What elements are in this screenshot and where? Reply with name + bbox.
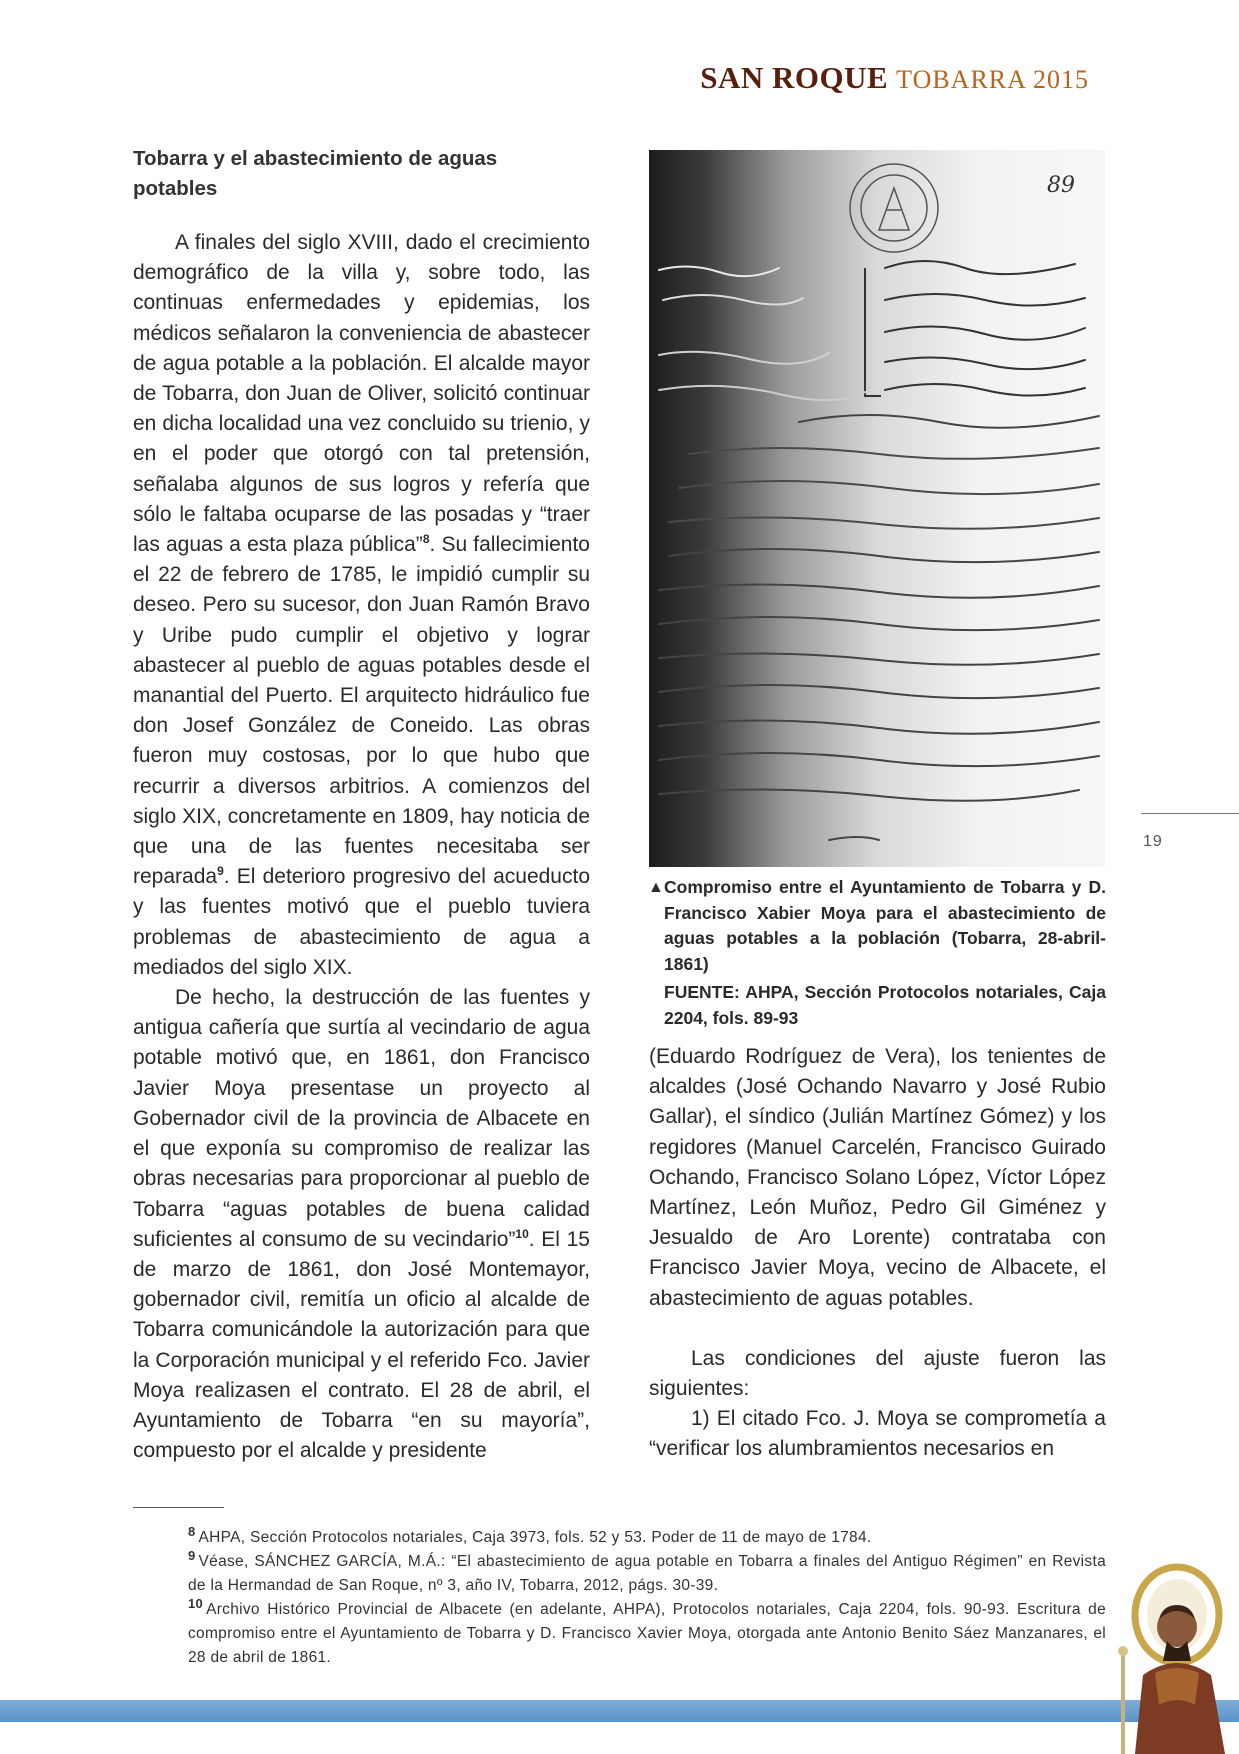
paragraph-2-text-b: . El 15 de marzo de 1861, don José Montemayor, gobernador civil, remitía un oficio al alcalde de Tobarra comunicándole la autorización para que la Corporación municipal y el referido Fco. Javier Moya realizasen el contrato. El 28 de abril, el Ayuntamiento de Tobarra “en su mayoría”, compuesto por el alcalde y presidente	[133, 1227, 590, 1463]
footnote-number: 8	[188, 1523, 196, 1539]
caption-text: Compromiso entre el Ayuntamiento de Tobarra y D. Francisco Xabier Moya para el abastecimiento de aguas potables a la población (Tobarra, 28-abril-1861)	[664, 877, 1106, 974]
caption-source: FUENTE: AHPA, Sección Protocolos notariales, Caja 2204, fols. 89-93	[664, 982, 1106, 1028]
paragraph-2	[133, 983, 590, 1466]
footnote-rule	[133, 1507, 224, 1508]
footnote-ref-10[interactable]: 10	[515, 1226, 529, 1241]
magazine-header	[700, 62, 1089, 93]
paragraph-1-text-c: . El deterioro progresivo del acueducto y las fuentes motivó que el pueblo tuviera problemas de abastecimiento de agua a mediados del siglo XIX.	[133, 865, 590, 979]
bottom-color-band	[0, 1700, 1239, 1722]
footnote-text: Archivo Histórico Provincial de Albacete (en adelante, AHPA), Protocolos notariales, Caja 2204, fols. 90-93. Escritura de compromiso entre el Ayuntamiento de Tobarra y D. Francisco Xavier Moya, otorgada ante Antonio Benito Sáez Manzanares, el 28 de abril de 1861.	[188, 1601, 1106, 1666]
margin-rule	[1141, 813, 1239, 814]
footnote-text: AHPA, Sección Protocolos notariales, Caja 3973, fols. 52 y 53. Poder de 11 de mayo de 1784.	[198, 1529, 872, 1546]
paragraph-2-text-a: De hecho, la destrucción de las fuentes y antigua cañería que surtía al vecindario de agua potable motivó que, en 1861, don Francisco Javier Moya presentase un proyecto al Gobernador civil de la provincia de Albacete en el que exponía su compromiso de realizar las obras necesarias para proporcionar al pueblo de Tobarra “aguas potables de buena calidad suficientes al consumo de su vecindario”	[133, 986, 590, 1251]
paragraph-1	[133, 228, 590, 983]
header-title-main: SAN ROQUE	[700, 60, 889, 95]
footnote-number: 9	[188, 1547, 196, 1563]
footnote-ref-9[interactable]: 9	[217, 864, 224, 879]
page-number: 19	[1143, 833, 1163, 850]
footnote-8	[188, 1523, 1106, 1550]
footnote-text: Véase, SÁNCHEZ GARCÍA, M.Á.: “El abastecimiento de agua potable en Tobarra a finales del Antiguo Régimen” en Revista de la Hermandad de San Roque, nº 3, año IV, Tobarra, 2012, págs. 30-39.	[188, 1553, 1106, 1594]
right-column	[649, 1042, 1106, 1465]
paragraph-1-text-b: . Su fallecimiento el 22 de febrero de 1785, le impidió cumplir su deseo. Pero su sucesor, don Juan Ramón Bravo y Uribe pudo cumplir el objetivo y lograr abastecer al pueblo de aguas potables desde el manantial del Puerto. El arquitecto hidráulico fue don Josef González de Coneido. Las obras fueron muy costosas, por lo que hubo que recurrir a diversos arbitrios. A comienzos del siglo XIX, concretamente en 1809, hay noticia de que una de las fuentes necesitaba ser reparada	[133, 533, 590, 889]
footnote-ref-8[interactable]: 8	[422, 532, 430, 547]
footnotes	[188, 1523, 1106, 1670]
footnote-9	[188, 1547, 1106, 1598]
section-heading: Tobarra y el abastecimiento de aguas potables	[133, 147, 498, 200]
right-paragraph-3: 1) El citado Fco. J. Moya se comprometía a “verificar los alumbramientos necesarios en	[649, 1407, 1106, 1461]
manuscript-scan	[649, 150, 1105, 867]
footnote-10	[188, 1595, 1106, 1670]
right-paragraph-2: Las condiciones del ajuste fueron las siguientes:	[649, 1346, 1106, 1401]
folio-mark: 89	[1047, 173, 1075, 198]
san-roque-statue-image	[1115, 1555, 1239, 1754]
paragraph-1-text-a: A finales del siglo XVIII, dado el crecimiento demográfico de la villa y, sobre todo, las continuas enfermedades y epidemias, los médicos señalaron la conveniencia de abastecer de agua potable a la población. El alcalde mayor de Tobarra, don Juan de Oliver, solicitó continuar en dicha localidad una vez concluido su trienio, y en el poder que otorgó con tal pretensión, señalaba algunos de sus logros y refería que sólo le faltaba ocuparse de las posadas y “traer las aguas a esta plaza pública”	[133, 231, 590, 557]
manuscript-image	[649, 150, 1105, 867]
figure-caption	[648, 875, 1106, 1031]
left-column	[133, 228, 590, 1466]
right-paragraph-1: (Eduardo Rodríguez de Vera), los tenientes de alcaldes (José Ochando Navarro y José Rubio Gallar), el síndico (Julián Martínez Gómez) y los regidores (Manuel Carcelén, Francisco Guirado Ochando, Francisco Solano López, Víctor López Martínez, León Muñoz, Pedro Gil Giménez y Jesualdo de Aro Lorente) contrataba con Francisco Javier Moya, vecino de Albacete, el abastecimiento de aguas potables.	[649, 1045, 1106, 1310]
header-title-sub: TOBARRA 2015	[896, 65, 1089, 94]
footnote-number: 10	[188, 1595, 204, 1611]
caption-arrow-icon: ▲	[648, 879, 664, 896]
staff-icon	[1121, 1651, 1125, 1754]
